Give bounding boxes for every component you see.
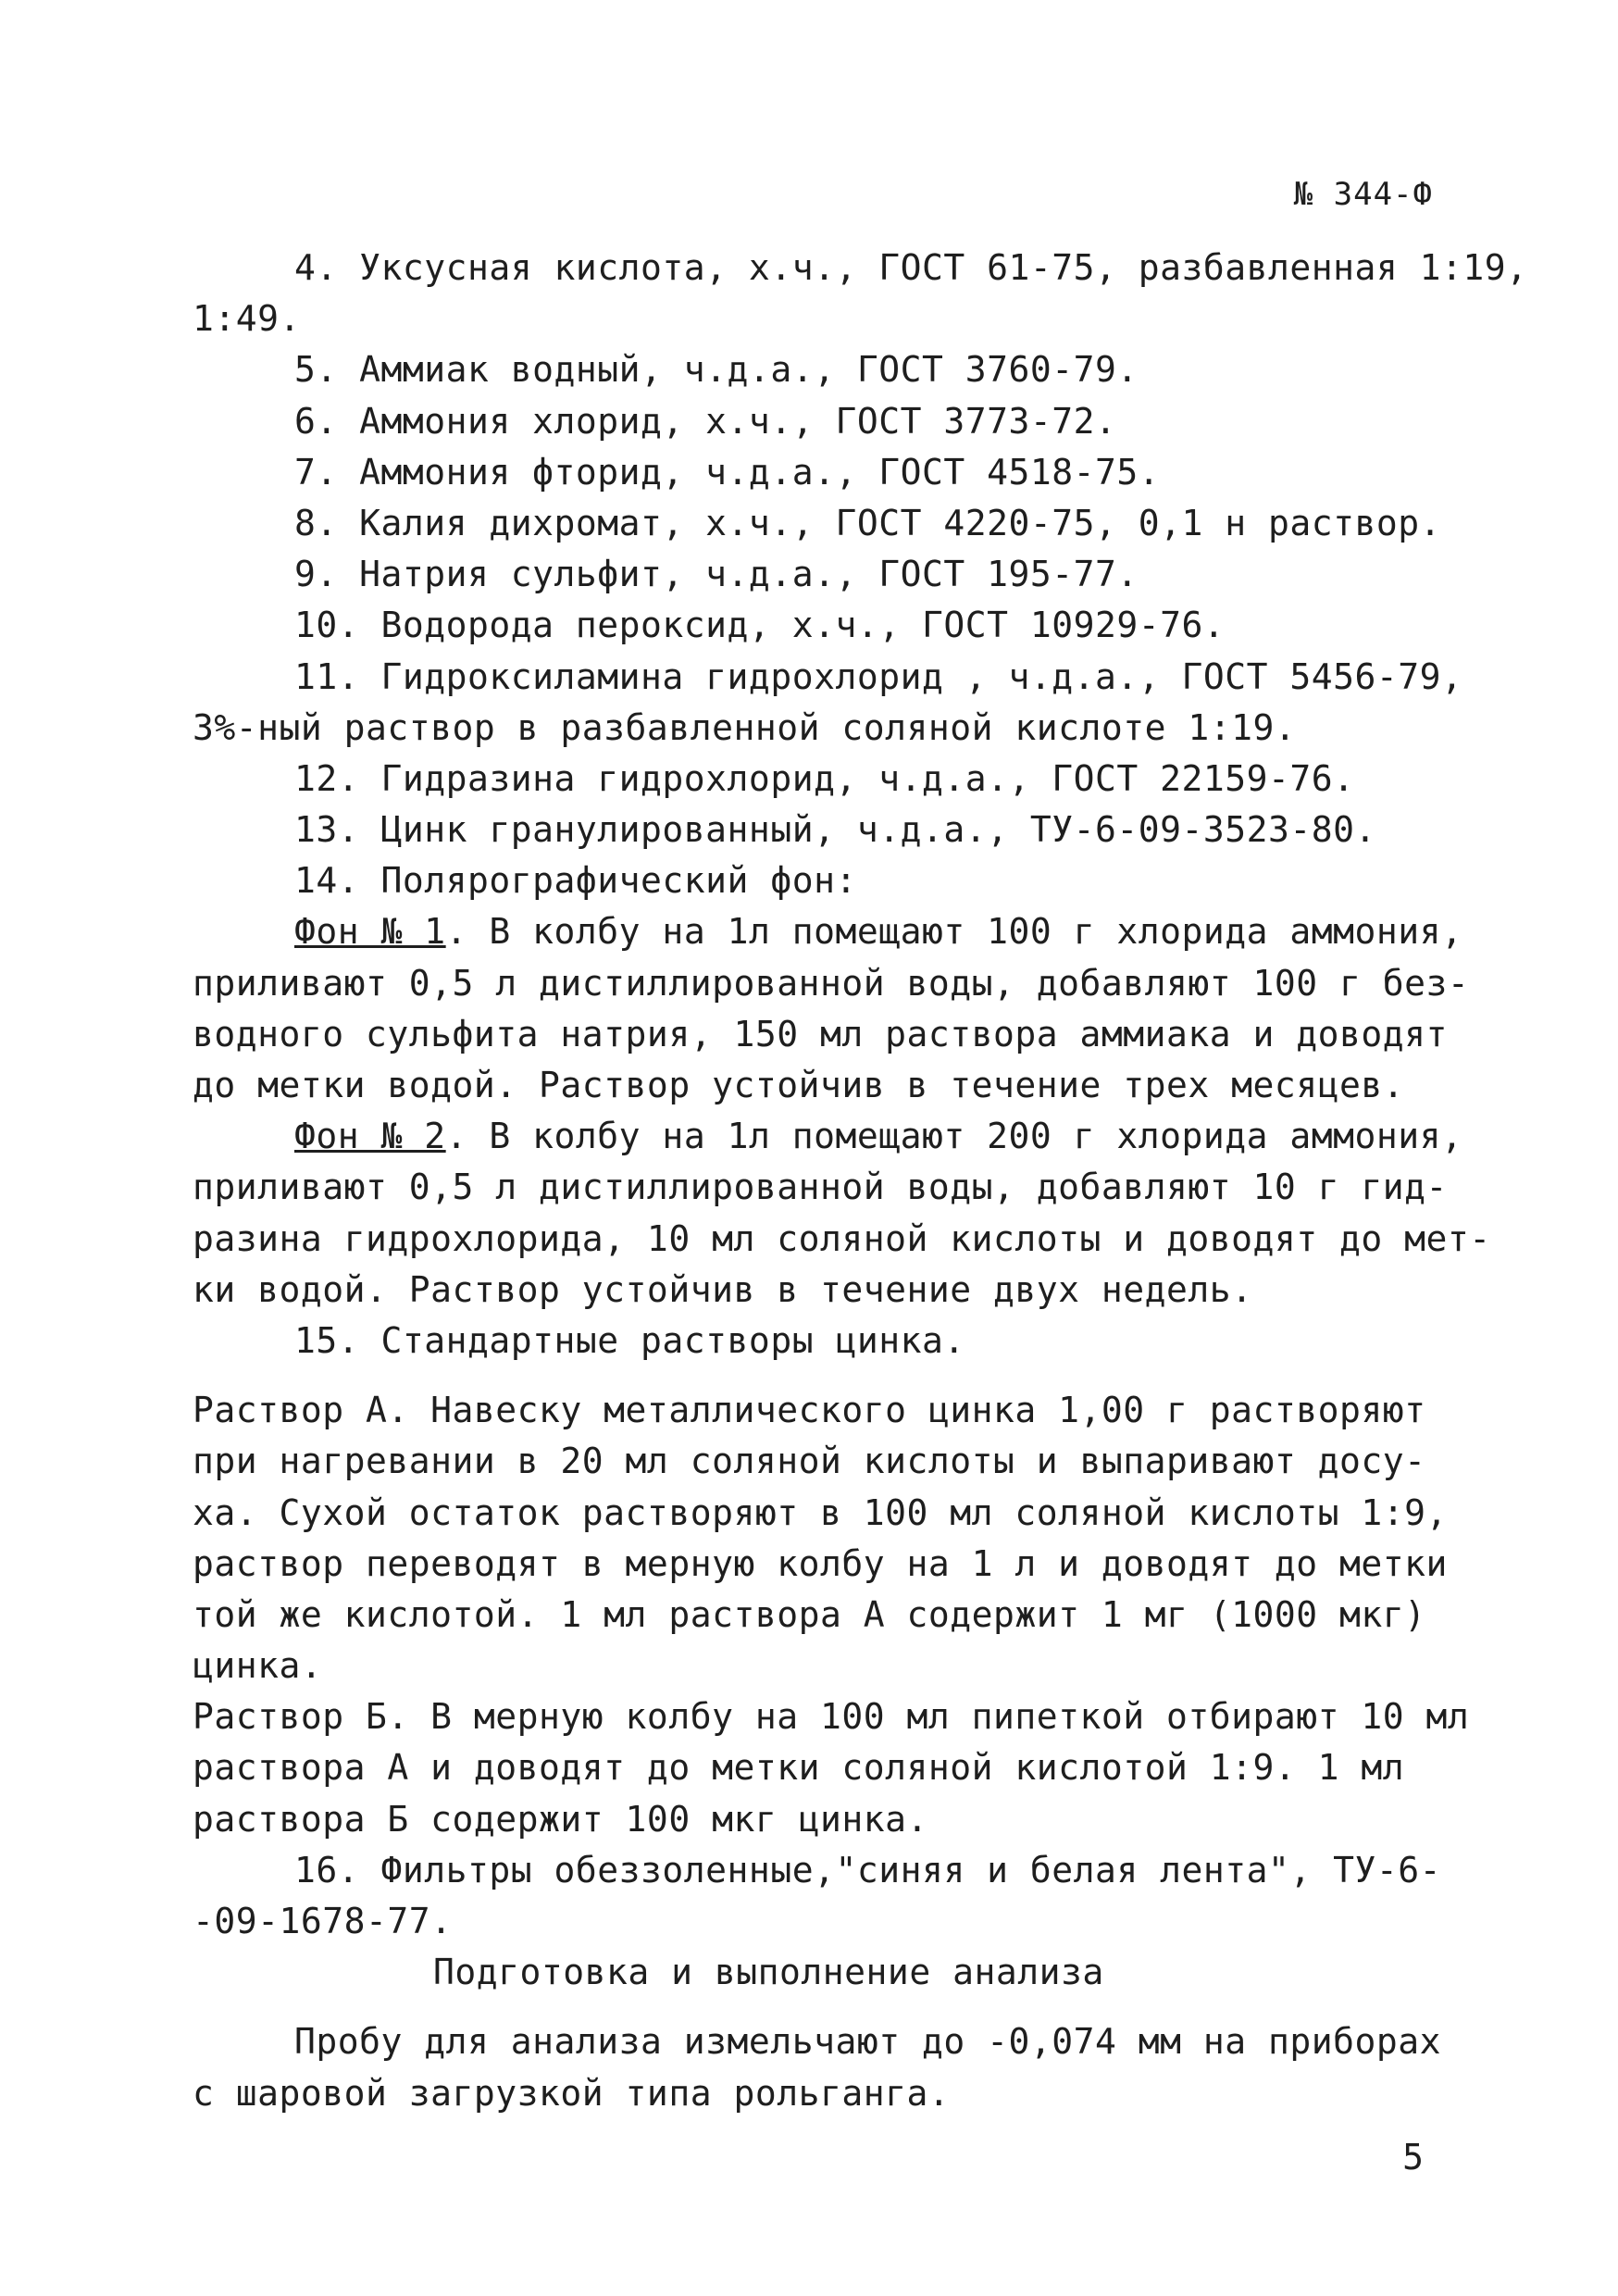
list-item-11: 11. Гидроксиламина гидрохлорид , ч.д.а., ГОСТ 5456-79, [294, 655, 1463, 697]
list-item-6: 6. Аммония хлорид, х.ч., ГОСТ 3773-72. [294, 400, 1117, 442]
fon1-line-1 [193, 906, 1463, 957]
fon2-line-2: приливают 0,5 л дистиллированной воды, добавляют 10 г гид- [193, 1167, 1448, 1208]
solution-b-line-1: Раствор Б. В мерную колбу на 100 мл пипеткой отбирают 10 мл [193, 1696, 1470, 1738]
prep-line-1: Пробу для анализа измельчают до -0,074 мм на приборах [294, 2021, 1442, 2063]
fon2-text: . В колбу на 1л помещают 200 г хлорида аммония, [445, 1116, 1463, 1157]
solution-a-line-5: той же кислотой. 1 мл раствора А содержит 1 мг (1000 мкг) [193, 1593, 1426, 1635]
list-item-11-cont: 3%-ный раствор в разбавленной соляной кислоте 1:19. [193, 706, 1297, 748]
document-number: № 344-Ф [1293, 176, 1433, 213]
fon2-label: Фон № 2 [294, 1116, 446, 1157]
fon1-line-2: приливают 0,5 л дистиллированной воды, добавляют 100 г без- [193, 962, 1470, 1004]
spacer [193, 1366, 1442, 1385]
solution-a-line-2: при нагревании в 20 мл соляной кислоты и выпаривают досу- [193, 1441, 1426, 1482]
list-item-4-cont: 1:49. [193, 298, 301, 340]
solution-a-line-6: цинка. [193, 1645, 323, 1687]
list-item-12: 12. Гидразина гидрохлорид, ч.д.а., ГОСТ 22159-76. [294, 757, 1355, 799]
solution-a-line-4: раствор переводят в мерную колбу на 1 л и доводят до метки [193, 1542, 1448, 1584]
list-item-8: 8. Калия дихромат, х.ч., ГОСТ 4220-75, 0,1 н раствор. [294, 502, 1442, 543]
fon2-line-1 [193, 1111, 1463, 1162]
list-item-4: 4. Уксусная кислота, х.ч., ГОСТ 61-75, разбавленная 1:19, [294, 247, 1528, 288]
section-heading: Подготовка и выполнение анализа [433, 1952, 1104, 1993]
list-item-5: 5. Аммиак водный, ч.д.а., ГОСТ 3760-79. [294, 349, 1139, 391]
document-body [193, 243, 1528, 2119]
solution-b-line-3: раствора Б содержит 100 мкг цинка. [193, 1798, 928, 1840]
fon1-line-4: до метки водой. Раствор устойчив в течение трех месяцев. [193, 1065, 1405, 1105]
fon2-line-3: разина гидрохлорида, 10 мл соляной кислоты и доводят до мет- [193, 1217, 1491, 1259]
spacer [193, 1998, 1442, 2016]
prep-line-2: с шаровой загрузкой типа рольганга. [193, 2072, 951, 2114]
solution-a-line-1: Раствор А. Навеску металлического цинка 1,00 г растворяют [193, 1390, 1426, 1431]
list-item-14: 14. Полярографический фон: [294, 860, 857, 902]
list-item-16-cont: -09-1678-77. [193, 1901, 453, 1941]
page-number: 5 [1402, 2137, 1424, 2177]
list-item-10: 10. Водорода пероксид, х.ч., ГОСТ 10929-76. [294, 605, 1226, 646]
solution-b-line-2: раствора А и доводят до метки соляной кислотой 1:9. 1 мл [193, 1747, 1405, 1789]
fon1-label: Фон № 1 [294, 911, 446, 953]
fon1-text: . В колбу на 1л помещают 100 г хлорида аммония, [445, 911, 1463, 953]
fon1-line-3: водного сульфита натрия, 150 мл раствора аммиака и доводят [193, 1013, 1448, 1054]
list-item-15: 15. Стандартные растворы цинка. [294, 1319, 965, 1361]
list-item-9: 9. Натрия сульфит, ч.д.а., ГОСТ 195-77. [294, 554, 1139, 595]
list-item-13: 13. Цинк гранулированный, ч.д.а., ТУ-6-09-3523-80. [294, 809, 1376, 851]
fon2-line-4: ки водой. Раствор устойчив в течение двух недель. [193, 1268, 1253, 1310]
list-item-16: 16. Фильтры обеззоленные,"синяя и белая лента", ТУ-6- [294, 1849, 1442, 1890]
solution-a-line-3: ха. Сухой остаток растворяют в 100 мл соляной кислоты 1:9, [193, 1491, 1448, 1533]
list-item-7: 7. Аммония фторид, ч.д.а., ГОСТ 4518-75. [294, 451, 1161, 493]
